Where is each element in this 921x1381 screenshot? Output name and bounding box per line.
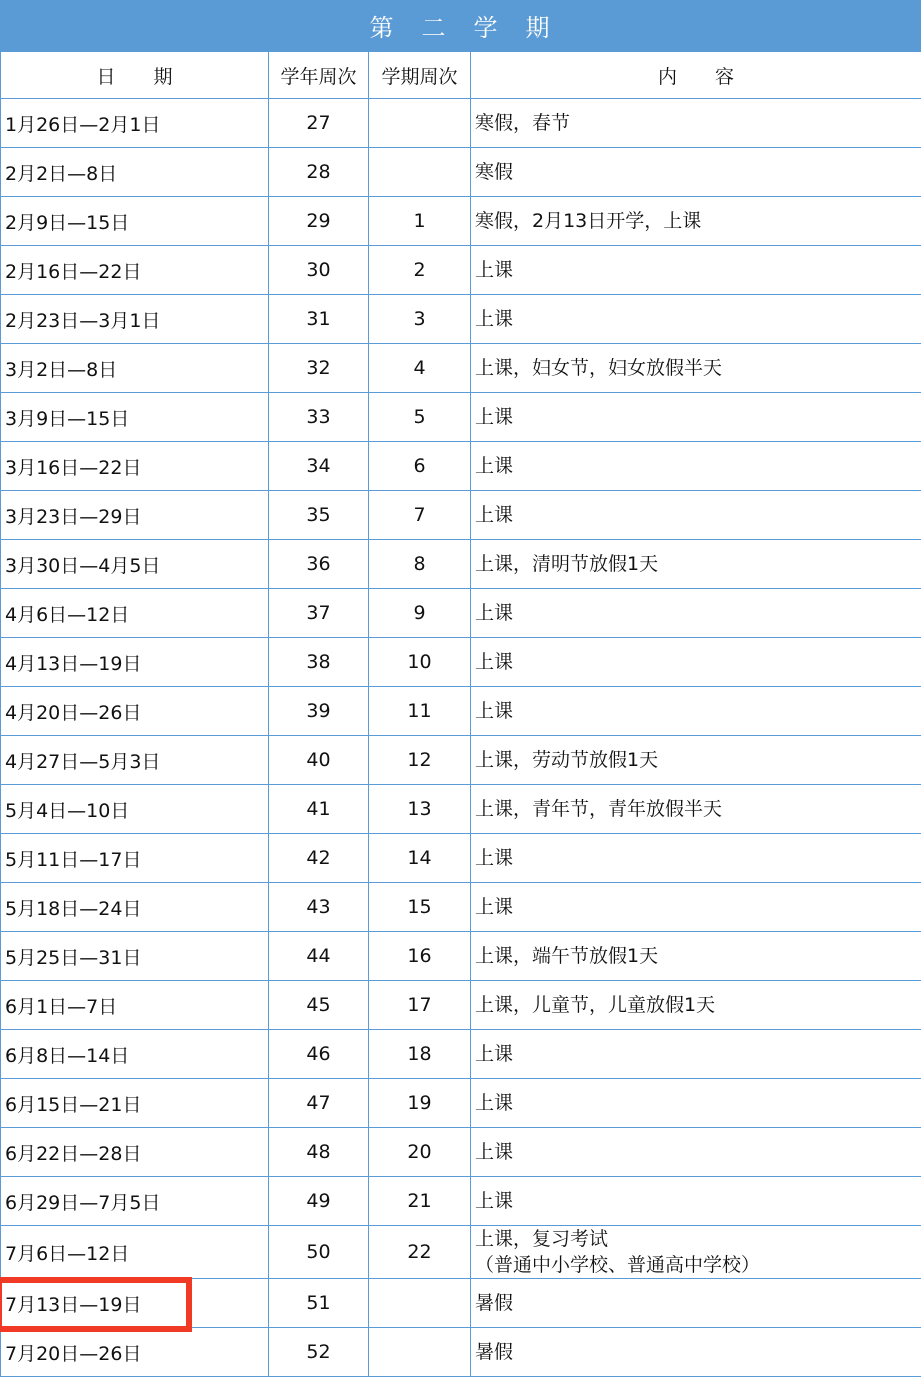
content-line: 上课 [475,651,514,673]
content-cell [471,393,921,442]
semester-week-cell: 22 [369,1226,471,1279]
year-week-cell: 41 [269,785,369,834]
schedule-rows [1,99,921,1377]
semester-week-cell: 6 [369,442,471,491]
table-row [1,344,921,393]
semester-week-cell: 17 [369,981,471,1030]
table-row [1,981,921,1030]
content-line: 上课 [475,1190,514,1212]
content-line: 上课 [475,602,514,624]
year-week-cell: 38 [269,638,369,687]
semester-week-cell: 3 [369,295,471,344]
year-week-cell: 43 [269,883,369,932]
year-week-cell: 34 [269,442,369,491]
content-line: 上课，复习考试 [475,1228,609,1250]
date-cell: 2月9日—15日 [1,197,269,246]
date-cell: 4月27日—5月3日 [1,736,269,785]
content-cell [471,932,921,981]
content-cell [471,1177,921,1226]
date-cell: 1月26日—2月1日 [1,99,269,148]
content-cell [471,1030,921,1079]
table-row [1,1328,921,1377]
semester-week-cell [369,1328,471,1377]
year-week-cell: 45 [269,981,369,1030]
semester-week-cell [369,99,471,148]
semester-week-cell: 11 [369,687,471,736]
table-row [1,589,921,638]
table-row [1,148,921,197]
year-week-cell: 50 [269,1226,369,1279]
date-cell: 7月13日—19日 [1,1279,269,1328]
semester-week-cell: 19 [369,1079,471,1128]
date-cell: 6月29日—7月5日 [1,1177,269,1226]
content-cell [471,1279,921,1328]
table-row [1,393,921,442]
content-cell [471,785,921,834]
table-row [1,99,921,148]
date-cell: 6月22日—28日 [1,1128,269,1177]
date-cell: 7月20日—26日 [1,1328,269,1377]
year-week-cell: 31 [269,295,369,344]
schedule-table [0,51,921,1377]
content-cell [471,491,921,540]
semester-week-cell: 4 [369,344,471,393]
year-week-cell: 44 [269,932,369,981]
date-cell: 3月30日—4月5日 [1,540,269,589]
date-cell: 2月2日—8日 [1,148,269,197]
content-line: 暑假 [475,1292,514,1314]
content-cell [471,99,921,148]
date-cell: 3月9日—15日 [1,393,269,442]
semester-week-cell: 2 [369,246,471,295]
table-row [1,295,921,344]
content-line: 上课 [475,308,514,330]
content-line: 上课，端午节放假1天 [475,945,659,967]
date-cell: 5月18日—24日 [1,883,269,932]
year-week-cell: 32 [269,344,369,393]
semester-week-cell: 14 [369,834,471,883]
semester-week-cell: 5 [369,393,471,442]
year-week-cell: 39 [269,687,369,736]
year-week-cell: 27 [269,99,369,148]
content-line: 上课 [475,1043,514,1065]
content-cell [471,295,921,344]
semester-week-cell: 21 [369,1177,471,1226]
table-row [1,442,921,491]
table-row [1,197,921,246]
content-line: 上课 [475,259,514,281]
content-line: （普通中小学校、普通高中学校） [475,1254,761,1276]
year-week-cell: 46 [269,1030,369,1079]
semester-week-cell: 15 [369,883,471,932]
date-cell: 2月16日—22日 [1,246,269,295]
table-row [1,540,921,589]
header-year-week: 学年周次 [269,52,369,99]
semester-week-cell: 16 [369,932,471,981]
year-week-cell: 35 [269,491,369,540]
year-week-cell: 33 [269,393,369,442]
table-row [1,1079,921,1128]
content-line: 上课 [475,896,514,918]
year-week-cell: 52 [269,1328,369,1377]
semester-week-cell: 13 [369,785,471,834]
header-content: 内 容 [471,52,921,99]
table-row [1,638,921,687]
table-row [1,736,921,785]
date-cell: 5月25日—31日 [1,932,269,981]
content-cell [471,981,921,1030]
content-line: 寒假 [475,161,514,183]
content-cell [471,197,921,246]
table-row [1,1128,921,1177]
header-date: 日 期 [1,52,269,99]
content-line: 上课 [475,700,514,722]
content-cell [471,687,921,736]
content-line: 寒假，春节 [475,112,571,134]
date-cell: 3月2日—8日 [1,344,269,393]
year-week-cell: 36 [269,540,369,589]
content-cell [471,638,921,687]
year-week-cell: 42 [269,834,369,883]
date-cell: 5月4日—10日 [1,785,269,834]
year-week-cell: 30 [269,246,369,295]
date-cell: 6月1日—7日 [1,981,269,1030]
table-row [1,687,921,736]
year-week-cell: 29 [269,197,369,246]
content-cell [471,834,921,883]
table-row [1,785,921,834]
date-cell: 6月15日—21日 [1,1079,269,1128]
table-row [1,834,921,883]
semester-week-cell: 12 [369,736,471,785]
semester-title: 第 二 学 期 [369,14,552,42]
content-line: 上课，清明节放假1天 [475,553,659,575]
year-week-cell: 28 [269,148,369,197]
date-cell: 6月8日—14日 [1,1030,269,1079]
semester-week-cell [369,1279,471,1328]
header-row [1,52,921,99]
content-line: 暑假 [475,1341,514,1363]
date-cell: 4月20日—26日 [1,687,269,736]
content-cell [471,1226,921,1279]
content-line: 上课，劳动节放假1天 [475,749,659,771]
content-cell [471,883,921,932]
content-cell [471,589,921,638]
content-line: 寒假，2月13日开学，上课 [475,210,702,232]
content-cell [471,344,921,393]
date-cell: 3月16日—22日 [1,442,269,491]
date-cell: 7月6日—12日 [1,1226,269,1279]
table-row [1,932,921,981]
content-cell [471,1128,921,1177]
table-row [1,1279,921,1328]
content-line: 上课 [475,455,514,477]
content-line: 上课 [475,847,514,869]
date-cell: 4月13日—19日 [1,638,269,687]
date-cell: 4月6日—12日 [1,589,269,638]
content-cell [471,246,921,295]
table-row [1,1226,921,1279]
year-week-cell: 51 [269,1279,369,1328]
table-row [1,1177,921,1226]
semester-week-cell: 18 [369,1030,471,1079]
content-line: 上课 [475,1092,514,1114]
date-cell: 2月23日—3月1日 [1,295,269,344]
content-line: 上课，妇女节，妇女放假半天 [475,357,723,379]
content-line: 上课 [475,504,514,526]
table-row [1,491,921,540]
year-week-cell: 49 [269,1177,369,1226]
table-row [1,883,921,932]
semester-title-bar [0,0,921,51]
content-line: 上课，儿童节，儿童放假1天 [475,994,716,1016]
semester-week-cell: 7 [369,491,471,540]
content-cell [471,736,921,785]
semester-week-cell: 8 [369,540,471,589]
year-week-cell: 47 [269,1079,369,1128]
content-cell [471,1079,921,1128]
semester-week-cell: 9 [369,589,471,638]
content-cell [471,540,921,589]
date-cell: 5月11日—17日 [1,834,269,883]
semester-week-cell: 1 [369,197,471,246]
semester-week-cell: 20 [369,1128,471,1177]
year-week-cell: 40 [269,736,369,785]
year-week-cell: 37 [269,589,369,638]
date-cell: 3月23日—29日 [1,491,269,540]
table-row [1,246,921,295]
content-line: 上课 [475,406,514,428]
header-semester-week: 学期周次 [369,52,471,99]
content-line: 上课 [475,1141,514,1163]
content-line: 上课，青年节，青年放假半天 [475,798,723,820]
semester-week-cell [369,148,471,197]
content-cell [471,442,921,491]
content-cell [471,148,921,197]
table-row [1,1030,921,1079]
content-cell [471,1328,921,1377]
semester-week-cell: 10 [369,638,471,687]
year-week-cell: 48 [269,1128,369,1177]
